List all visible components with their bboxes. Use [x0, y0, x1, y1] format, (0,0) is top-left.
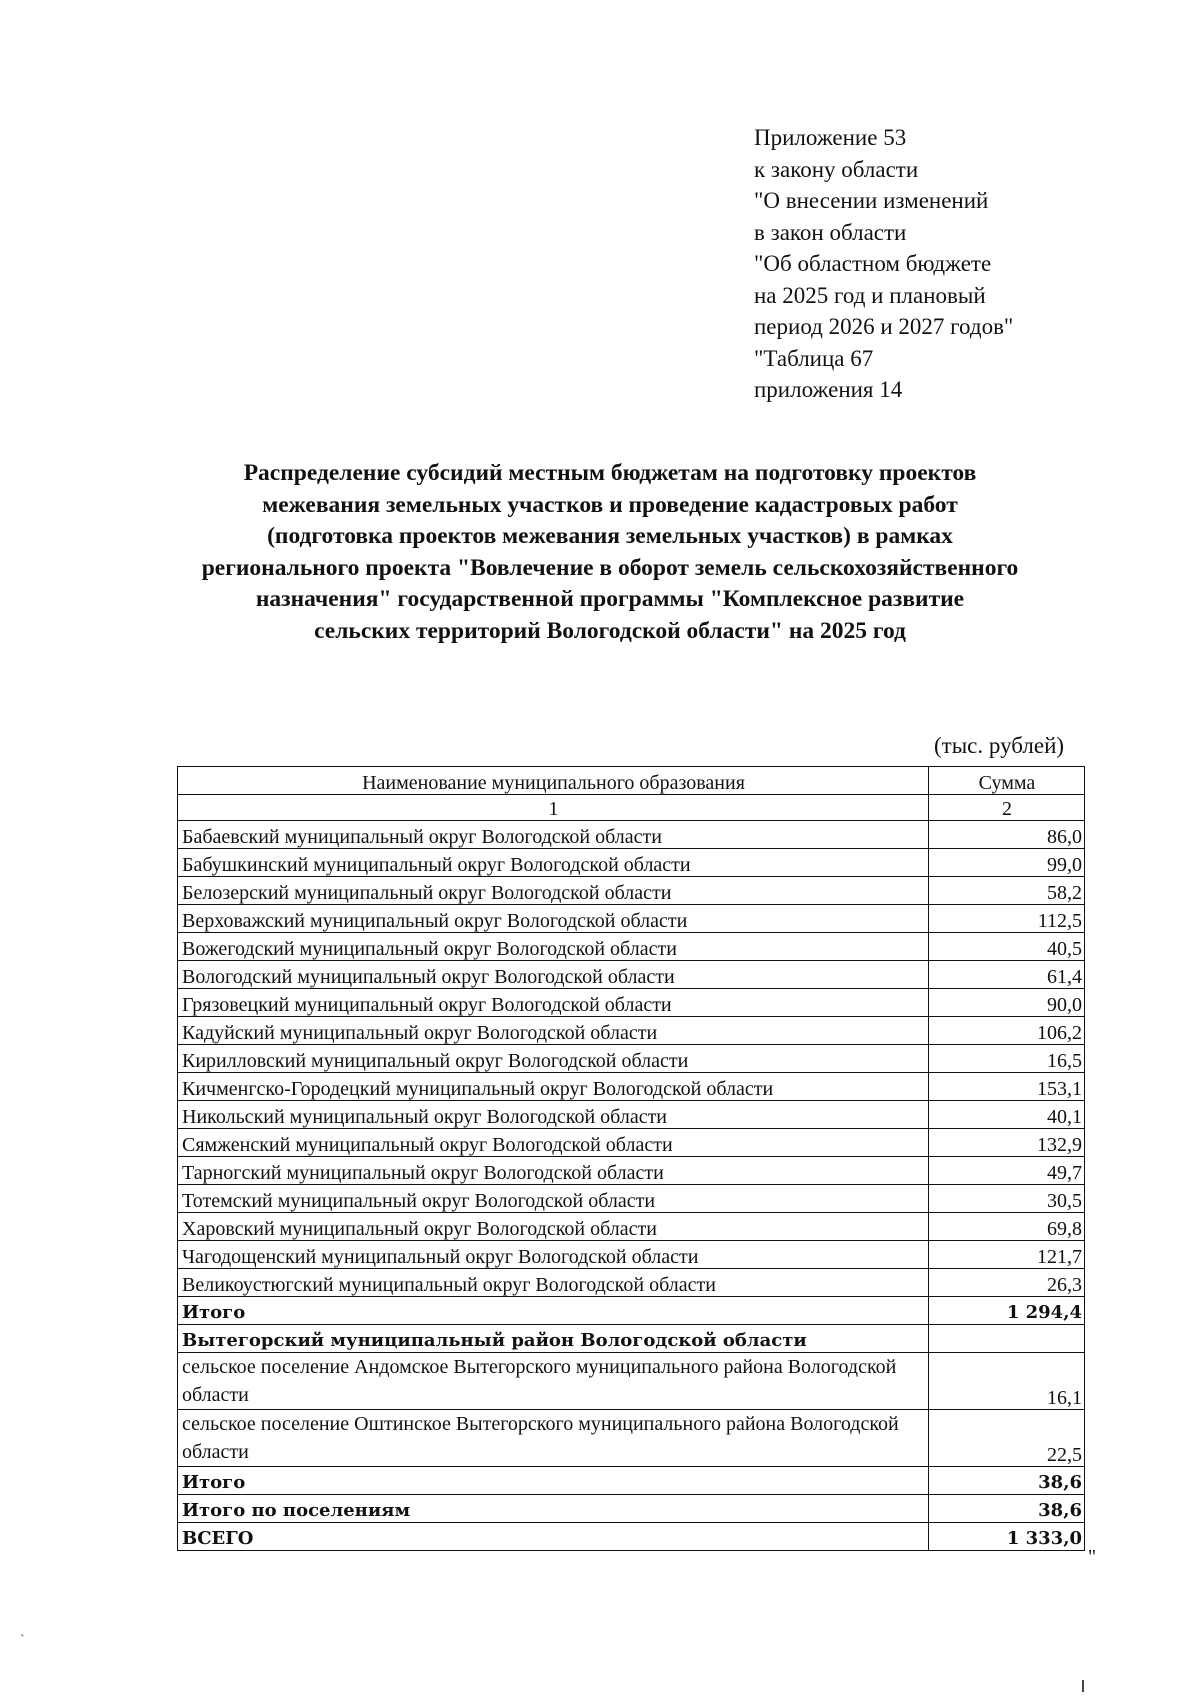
table-row — [178, 1185, 1085, 1213]
settlement-name: сельское поселение Оштинское Вытегорского муниципального района Вологодской области — [178, 1410, 929, 1467]
amount: 40,1 — [929, 1101, 1085, 1129]
table-row — [178, 905, 1085, 933]
amount: 121,7 — [929, 1241, 1085, 1269]
margin-mark: ` — [20, 1633, 25, 1648]
subtotal-row — [178, 1467, 1085, 1495]
amount: 22,5 — [929, 1410, 1085, 1467]
municipality-name: Никольский муниципальный округ Вологодской области — [178, 1101, 929, 1129]
table-row — [178, 1129, 1085, 1157]
table-row — [178, 1269, 1085, 1297]
empty-cell — [929, 1325, 1085, 1353]
header-amount: Сумма — [929, 767, 1085, 795]
header-name: Наименование муниципального образования — [178, 767, 929, 795]
appendix-line: в закон области — [754, 219, 907, 245]
municipality-name: Кадуйский муниципальный округ Вологодской области — [178, 1017, 929, 1045]
grand-total-amount: 1 333,0 — [929, 1523, 1085, 1551]
title-line: Распределение субсидий местным бюджетам на подготовку проектов — [243, 460, 977, 486]
subsidy-table — [177, 766, 1085, 1551]
appendix-line: приложения 14 — [754, 377, 903, 402]
amount: 16,1 — [929, 1353, 1085, 1410]
amount: 61,4 — [929, 961, 1085, 989]
table-row — [178, 849, 1085, 877]
amount: 90,0 — [929, 989, 1085, 1017]
amount: 132,9 — [929, 1129, 1085, 1157]
appendix-line: к закону области — [754, 156, 919, 182]
municipality-name: Верховажский муниципальный округ Вологодской области — [178, 905, 929, 933]
subtotal-label: Итого по поселениям — [178, 1495, 929, 1523]
amount: 16,5 — [929, 1045, 1085, 1073]
amount: 112,5 — [929, 905, 1085, 933]
table-row — [178, 1101, 1085, 1129]
title-line: назначения" государственной программы "Комплексное развитие — [255, 586, 965, 612]
table-row — [178, 1241, 1085, 1269]
amount: 26,3 — [929, 1269, 1085, 1297]
table-row — [178, 1045, 1085, 1073]
municipality-name: Сямженский муниципальный округ Вологодской области — [178, 1129, 929, 1157]
subtotal-amount: 1 294,4 — [929, 1297, 1085, 1325]
municipality-name: Вожегодский муниципальный округ Вологодской области — [178, 933, 929, 961]
column-number-row — [178, 795, 1085, 821]
subtotal-row — [178, 1297, 1085, 1325]
subtotal-amount: 38,6 — [929, 1467, 1085, 1495]
municipality-name: Кичменгско-Городецкий муниципальный округ Вологодской области — [178, 1073, 929, 1101]
municipality-name: Белозерский муниципальный округ Вологодской области — [178, 877, 929, 905]
municipality-name: Кирилловский муниципальный округ Вологодской области — [178, 1045, 929, 1073]
amount: 106,2 — [929, 1017, 1085, 1045]
appendix-line: "Таблица 67 — [754, 345, 874, 371]
amount: 58,2 — [929, 877, 1085, 905]
title-line: (подготовка проектов межевания земельных участков) в рамках — [267, 523, 953, 549]
municipality-name: Тарногский муниципальный округ Вологодской области — [178, 1157, 929, 1185]
table-row — [178, 877, 1085, 905]
appendix-header — [754, 122, 1013, 406]
table-row — [178, 821, 1085, 849]
title-line: межевания земельных участков и проведение кадастровых работ — [262, 491, 958, 518]
document-title — [150, 458, 1070, 647]
municipality-name: Харовский муниципальный округ Вологодской области — [178, 1213, 929, 1241]
settlement-name: сельское поселение Андомское Вытегорского муниципального района Вологодской области — [178, 1353, 929, 1410]
appendix-line: "О внесении изменений — [754, 188, 989, 213]
table-row — [178, 961, 1085, 989]
closing-quote: " — [1088, 1546, 1097, 1568]
municipality-name: Великоустюгский муниципальный округ Вологодской области — [178, 1269, 929, 1297]
amount: 86,0 — [929, 821, 1085, 849]
subtotal-label: Итого — [178, 1297, 929, 1325]
grand-total-row — [178, 1523, 1085, 1551]
table-header-row — [178, 767, 1085, 795]
title-line: сельских территорий Вологодской области" на 2025 год — [314, 617, 906, 644]
appendix-line: Приложение 53 — [754, 125, 907, 150]
table-row — [178, 1017, 1085, 1045]
amount: 69,8 — [929, 1213, 1085, 1241]
title-line: регионального проекта "Вовлечение в оборот земель сельскохозяйственного — [201, 554, 1019, 581]
appendix-line: на 2025 год и плановый — [754, 282, 986, 308]
amount: 49,7 — [929, 1157, 1085, 1185]
subtotal-label: Итого — [178, 1467, 929, 1495]
municipality-name: Бабаевский муниципальный округ Вологодской области — [178, 821, 929, 849]
grand-total-label: ВСЕГО — [178, 1523, 929, 1551]
subtotal-amount: 38,6 — [929, 1495, 1085, 1523]
table-row — [178, 1213, 1085, 1241]
margin-tick — [1082, 1680, 1084, 1692]
table-row — [178, 1410, 1085, 1467]
municipality-name: Бабушкинский муниципальный округ Вологодской области — [178, 849, 929, 877]
subtotal-row — [178, 1495, 1085, 1523]
table-row — [178, 933, 1085, 961]
municipality-name: Чагодощенский муниципальный округ Вологодской области — [178, 1241, 929, 1269]
table-row — [178, 1157, 1085, 1185]
amount: 40,5 — [929, 933, 1085, 961]
group-heading: Вытегорский муниципальный район Вологодской области — [178, 1325, 929, 1353]
municipality-name: Грязовецкий муниципальный округ Вологодской области — [178, 989, 929, 1017]
municipality-name: Вологодский муниципальный округ Вологодской области — [178, 961, 929, 989]
amount: 30,5 — [929, 1185, 1085, 1213]
appendix-line: "Об областном бюджете — [754, 251, 992, 276]
table-row — [178, 989, 1085, 1017]
column-number: 2 — [929, 795, 1085, 821]
amount: 153,1 — [929, 1073, 1085, 1101]
column-number: 1 — [178, 795, 929, 821]
table-row — [178, 1073, 1085, 1101]
table-row — [178, 1353, 1085, 1410]
appendix-line: период 2026 и 2027 годов" — [754, 314, 1014, 339]
units-label: (тыс. рублей) — [934, 733, 1065, 758]
municipality-name: Тотемский муниципальный округ Вологодской области — [178, 1185, 929, 1213]
group-heading-row — [178, 1325, 1085, 1353]
amount: 99,0 — [929, 849, 1085, 877]
